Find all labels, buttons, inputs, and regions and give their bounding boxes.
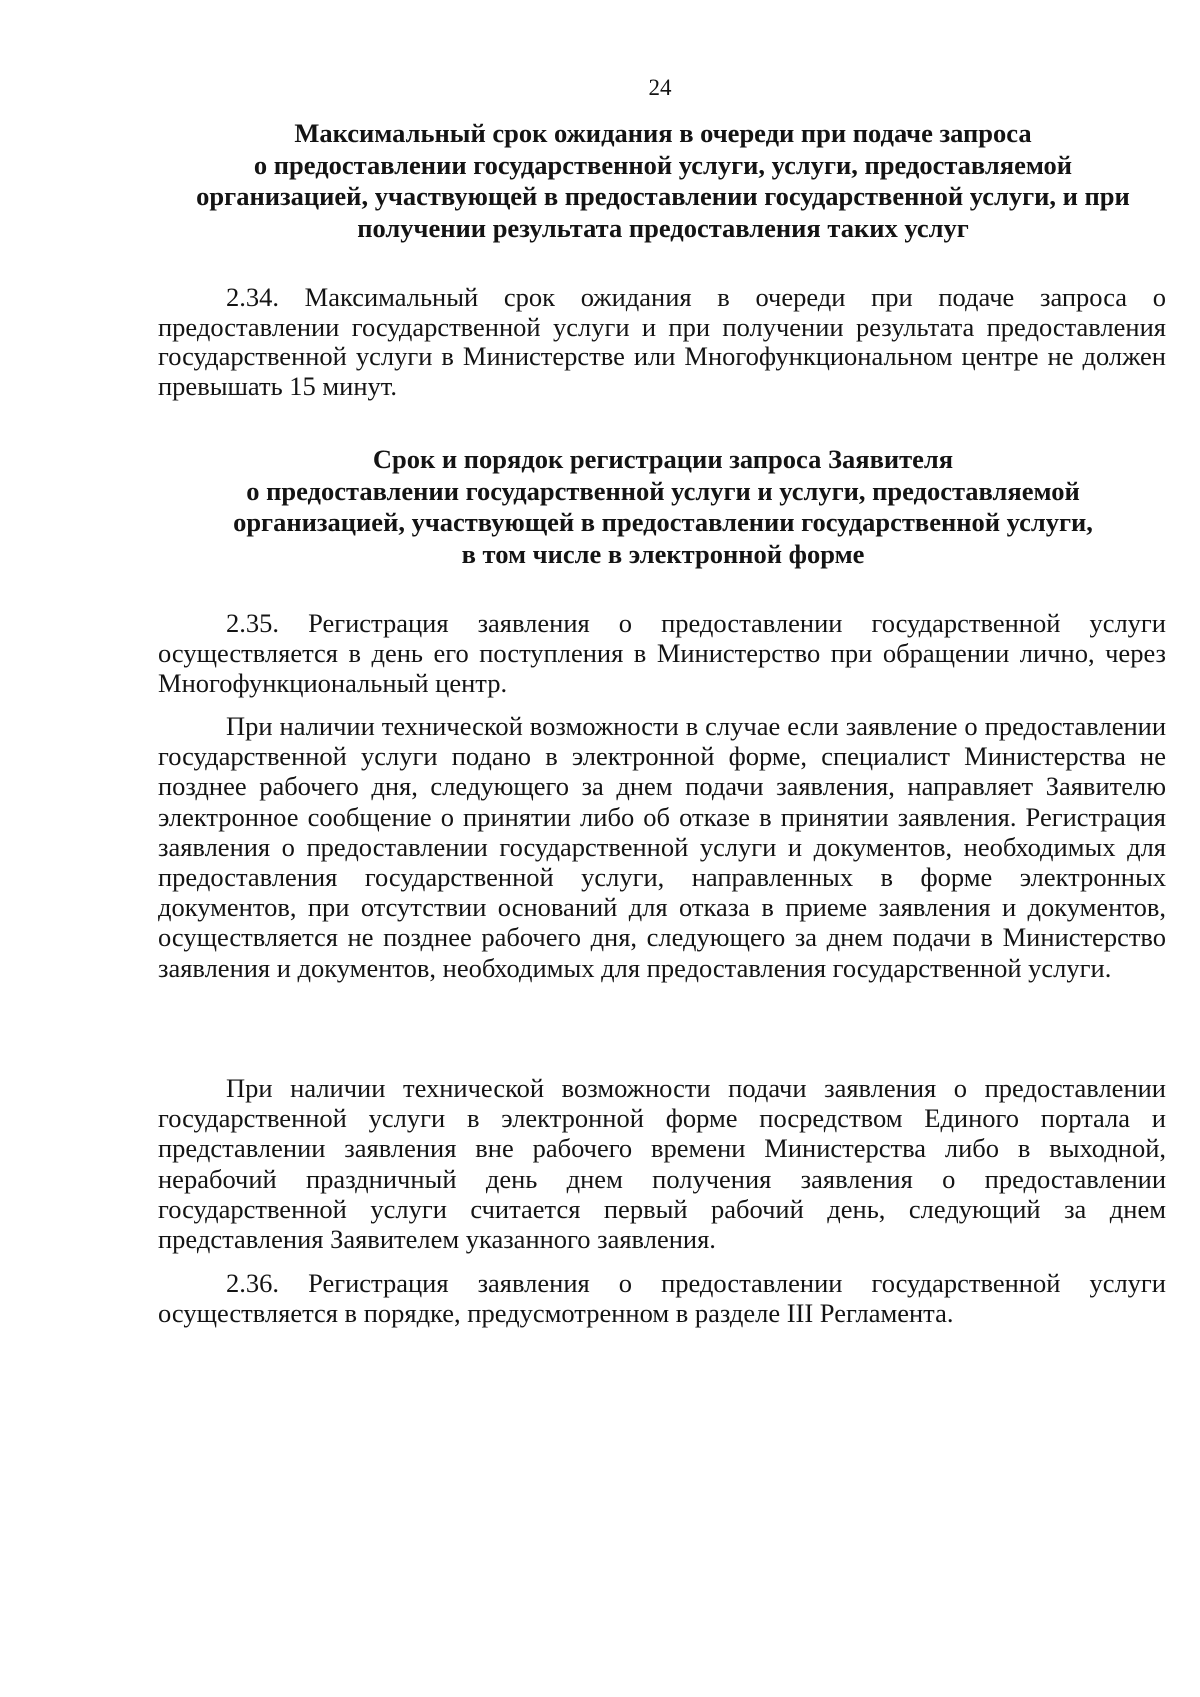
heading-line: Максимальный срок ожидания в очереди при подаче запроса [294,118,1032,148]
heading-line: Срок и порядок регистрации запроса Заявителя [372,444,954,474]
heading-line: организацией, участвующей в предоставлении государственной услуги, [233,507,1093,537]
heading-line: о предоставлении государственной услуги, услуги, предоставляемой [253,149,1073,180]
heading-line: в том числе в электронной форме [461,538,865,569]
paragraph-2-36: 2.36. Регистрация заявления о предоставлении государственной услуги осуществляется в порядке, предусмотренном в разделе III Регламента. [158,1268,1166,1329]
heading-line: о предоставлении государственной услуги и услуги, предоставляемой [246,475,1080,506]
section-heading-waiting-time [158,118,1168,244]
paragraph-technical-possibility: При наличии технической возможности в случае если заявление о предоставлении государственной услуги подано в электронной форме, специалист Министерства не позднее рабочего дня, следующего за днем подачи заявления, направляет Заявителю электронное сообщение о принятии либо об отказе в принятии заявления. Регистрация заявления о предоставлении государственной услуги и документов, необходимых для предоставления государственной услуги, направленных в форме электронных документов, при отсутствии оснований для отказа в приеме заявления и документов, осуществляется не позднее рабочего дня, следующего за днем подачи в Министерство заявления и документов, необходимых для предоставления государственной услуги. [158,711,1166,983]
heading-line: получении результата предоставления таких услуг [357,212,969,243]
paragraph-2-35: 2.35. Регистрация заявления о предоставлении государственной услуги осуществляется в день его поступления в Министерство при обращении лично, через Многофункциональный центр. [158,608,1166,699]
page-number: 24 [648,75,672,100]
section-heading-registration [158,444,1168,570]
heading-line: организацией, участвующей в предоставлении государственной услуги, и при [196,181,1130,211]
paragraph-unified-portal: При наличии технической возможности подачи заявления о предоставлении государственной услуги в электронной форме посредством Единого портала и представлении заявления вне рабочего времени Министерства либо в выходной, нерабочий праздничный день днем получения заявления о предоставлении государственной услуги считается первый рабочий день, следующий за днем представления Заявителем указанного заявления. [158,1073,1166,1255]
paragraph-2-34: 2.34. Максимальный срок ожидания в очереди при подаче запроса о предоставлении государственной услуги и при получении результата предоставления государственной услуги в Министерстве или Многофункциональном центре не должен превышать 15 минут. [158,282,1166,401]
